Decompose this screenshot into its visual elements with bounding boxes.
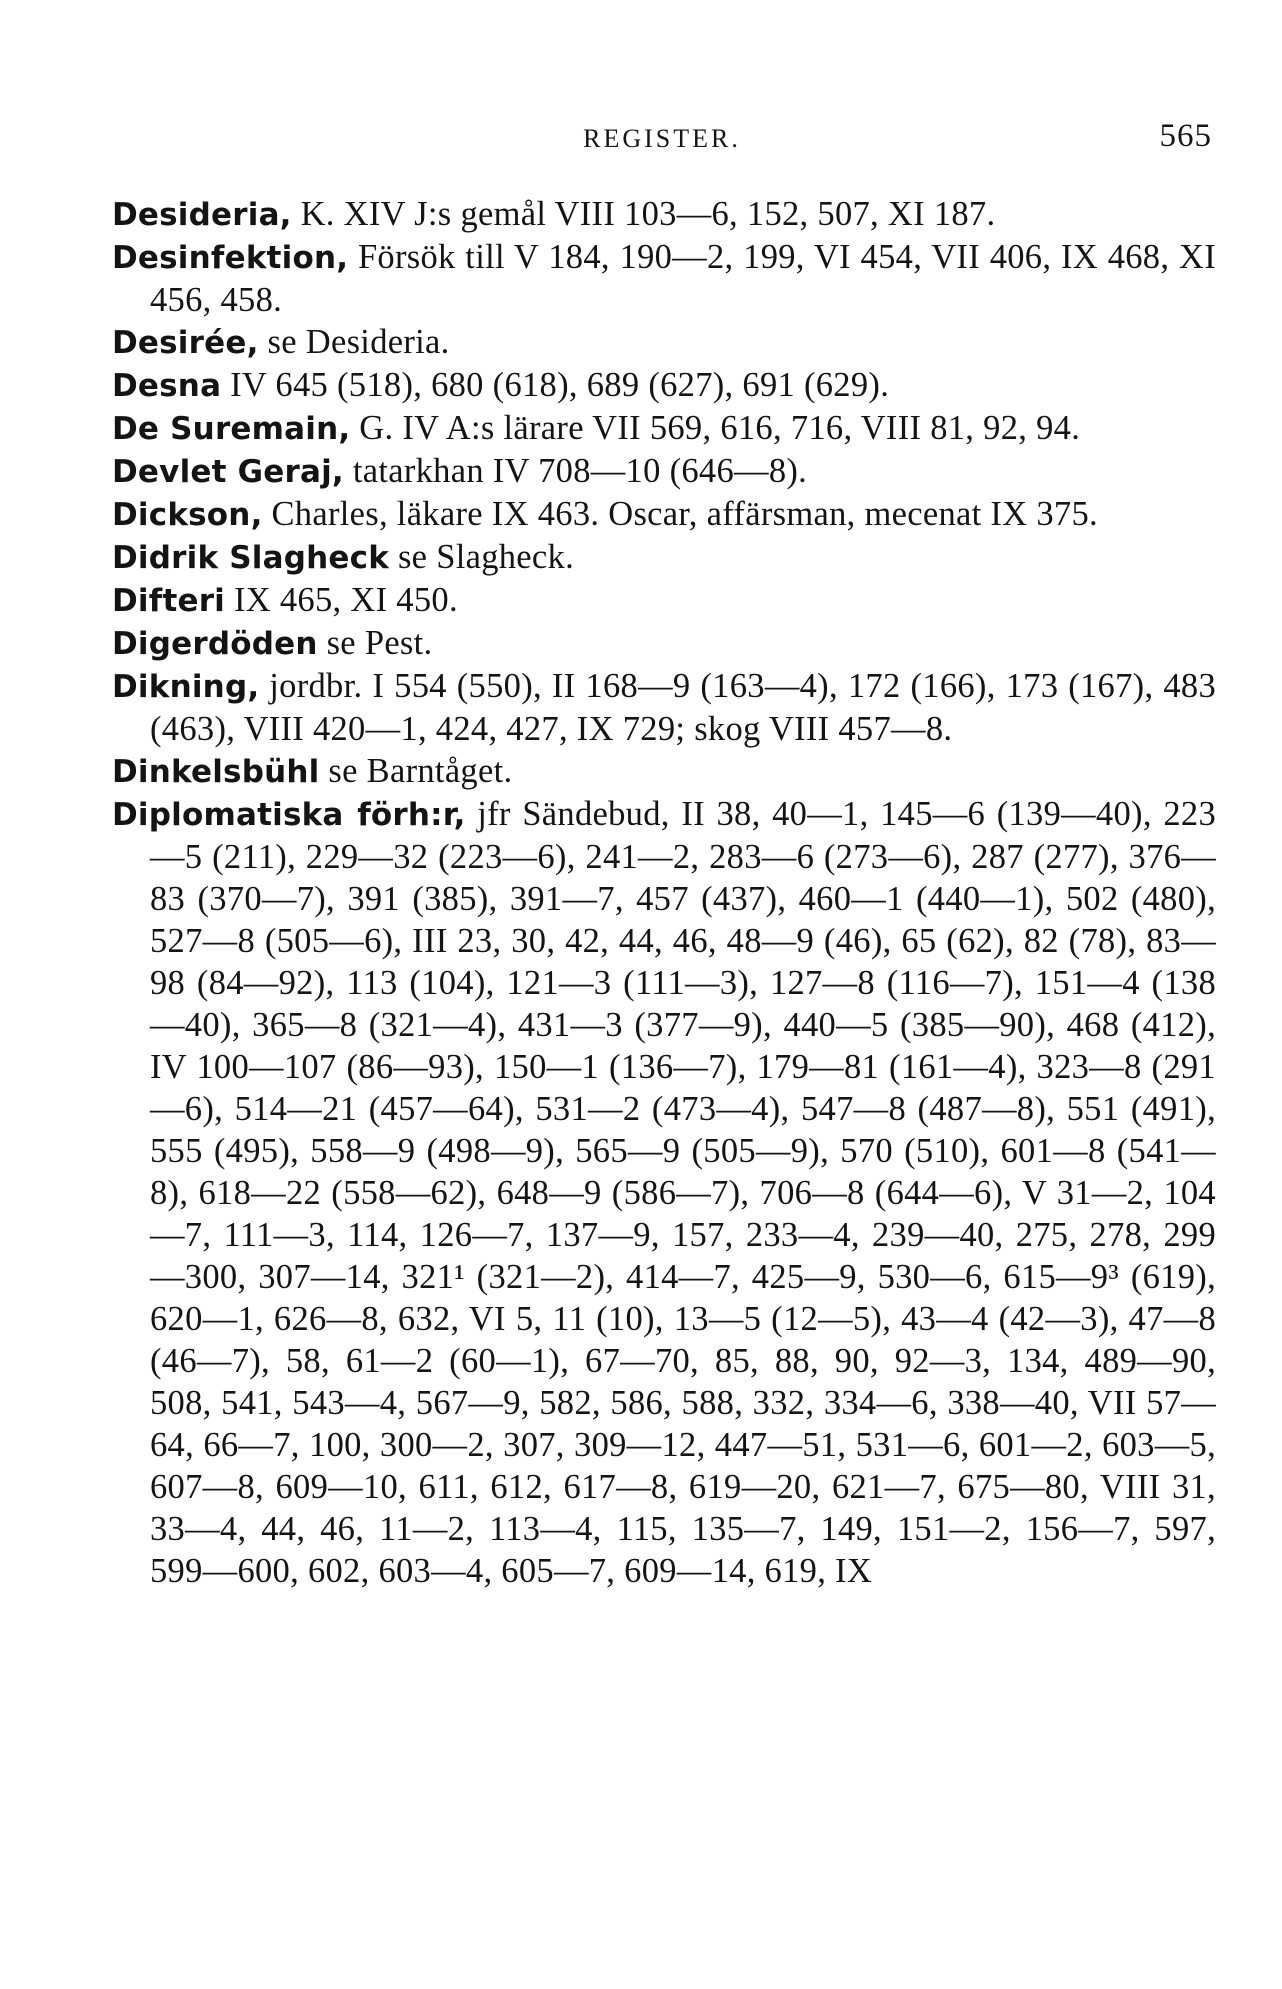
entry-text: K. XIV J:s gemål VIII 103—6, 152, 507, XI 187. xyxy=(291,195,996,233)
index-entry xyxy=(112,493,1216,536)
entry-text: Charles, läkare IX 463. Oscar, affärsman, mecenat IX 375. xyxy=(262,495,1098,533)
entry-headword: Dickson, xyxy=(112,497,263,533)
index-entry xyxy=(112,793,1216,1592)
entry-headword: Devlet Geraj, xyxy=(112,454,344,490)
entry-headword: Desna xyxy=(112,368,222,404)
entry-headword: Desideria, xyxy=(112,197,292,233)
index-entry xyxy=(112,321,1216,364)
index-entry xyxy=(112,536,1216,579)
entry-text: se Pest. xyxy=(317,624,433,662)
running-title: REGISTER. xyxy=(583,124,741,153)
index-entry xyxy=(112,407,1216,450)
entry-headword: Dinkelsbühl xyxy=(112,754,320,790)
entry-headword: Difteri xyxy=(112,583,226,619)
entry-headword: De Suremain, xyxy=(112,411,351,447)
entry-text: se Slagheck. xyxy=(389,538,575,576)
entry-headword: Diplomatiska förh:r, xyxy=(112,797,466,833)
entry-headword: Desinfektion, xyxy=(112,240,349,276)
page-number: 565 xyxy=(1159,118,1212,154)
index-entry xyxy=(112,665,1216,750)
index-entries xyxy=(112,193,1216,1592)
running-header xyxy=(112,112,1212,162)
entry-headword: Digerdöden xyxy=(112,626,318,662)
index-entry xyxy=(112,193,1216,236)
index-entry xyxy=(112,622,1216,665)
entry-text: IX 465, XI 450. xyxy=(225,581,458,619)
index-entry xyxy=(112,450,1216,493)
entry-text: G. IV A:s lärare VII 569, 616, 716, VIII 81, 92, 94. xyxy=(350,409,1081,447)
entry-headword: Didrik Slagheck xyxy=(112,540,390,576)
entry-text: jordbr. I 554 (550), II 168—9 (163—4), 172 (166), 173 (167), 483 (463), VIII 420—1, 424, 427, IX 729; skog VIII 457—8. xyxy=(150,667,1216,748)
entry-text: jfr Sändebud, II 38, 40—1, 145—6 (139—40), 223—5 (211), 229—32 (223—6), 241—2, 283—6 (273—6), 287 (277), 376—83 (370—7), 391 (385), 391—7, 457 (437), 460—1 (440—1), 502 (480), 527—8 (505—6), III 23, 30, 42, 44, 46, 48—9 (46), 65 (62), 82 (78), 83—98 (84—92), 113 (104), 121—3 (111—3), 127—8 (116—7), 151—4 (138—40), 365—8 (321—4), 431—3 (377—9), 440—5 (385—90), 468 (412), IV 100—107 (86—93), 150—1 (136—7), 179—81 (161—4), 323—8 (291—6), 514—21 (457—64), 531—2 (473—4), 547—8 (487—8), 551 (491), 555 (495), 558—9 (498—9), 565—9 (505—9), 570 (510), 601—8 (541—8), 618—22 (558—62), 648—9 (586—7), 706—8 (644—6), V 31—2, 104—7, 111—3, 114, 126—7, 137—9, 157, 233—4, 239—40, 275, 278, 299—300, 307—14, 321¹ (321—2), 414—7, 425—9, 530—6, 615—9³ (619), 620—1, 626—8, 632, VI 5, 11 (10), 13—5 (12—5), 43—4 (42—3), 47—8 (46—7), 58, 61—2 (60—1), 67—70, 85, 88, 90, 92—3, 134, 489—90, 508, 541, 543—4, 567—9, 582, 586, 588, 332, 334—6, 338—40, VII 57—64, 66—7, 100, 300—2, 307, 309—12, 447—51, 531—6, 601—2, 603—5, 607—8, 609—10, 611, 612, 617—8, 619—20, 621—7, 675—80, VIII 31, 33—4, 44, 46, 11—2, 113—4, 115, 135—7, 149, 151—2, 156—7, 597, 599—600, 602, 603—4, 605—7, 609—14, 619, IX xyxy=(150,795,1217,1590)
entry-text: se Desideria. xyxy=(258,323,450,361)
index-entry xyxy=(112,236,1216,321)
entry-headword: Desirée, xyxy=(112,325,259,361)
entry-text: IV 645 (518), 680 (618), 689 (627), 691 (629). xyxy=(221,366,890,404)
index-entry xyxy=(112,750,1216,793)
entry-headword: Dikning, xyxy=(112,669,260,705)
entry-text: tatarkhan IV 708—10 (646—8). xyxy=(343,452,808,490)
entry-text: Försök till V 184, 190—2, 199, VI 454, VII 406, IX 468, XI 456, 458. xyxy=(150,238,1216,319)
index-entry xyxy=(112,579,1216,622)
entry-text: se Barntåget. xyxy=(319,752,513,790)
index-entry xyxy=(112,364,1216,407)
